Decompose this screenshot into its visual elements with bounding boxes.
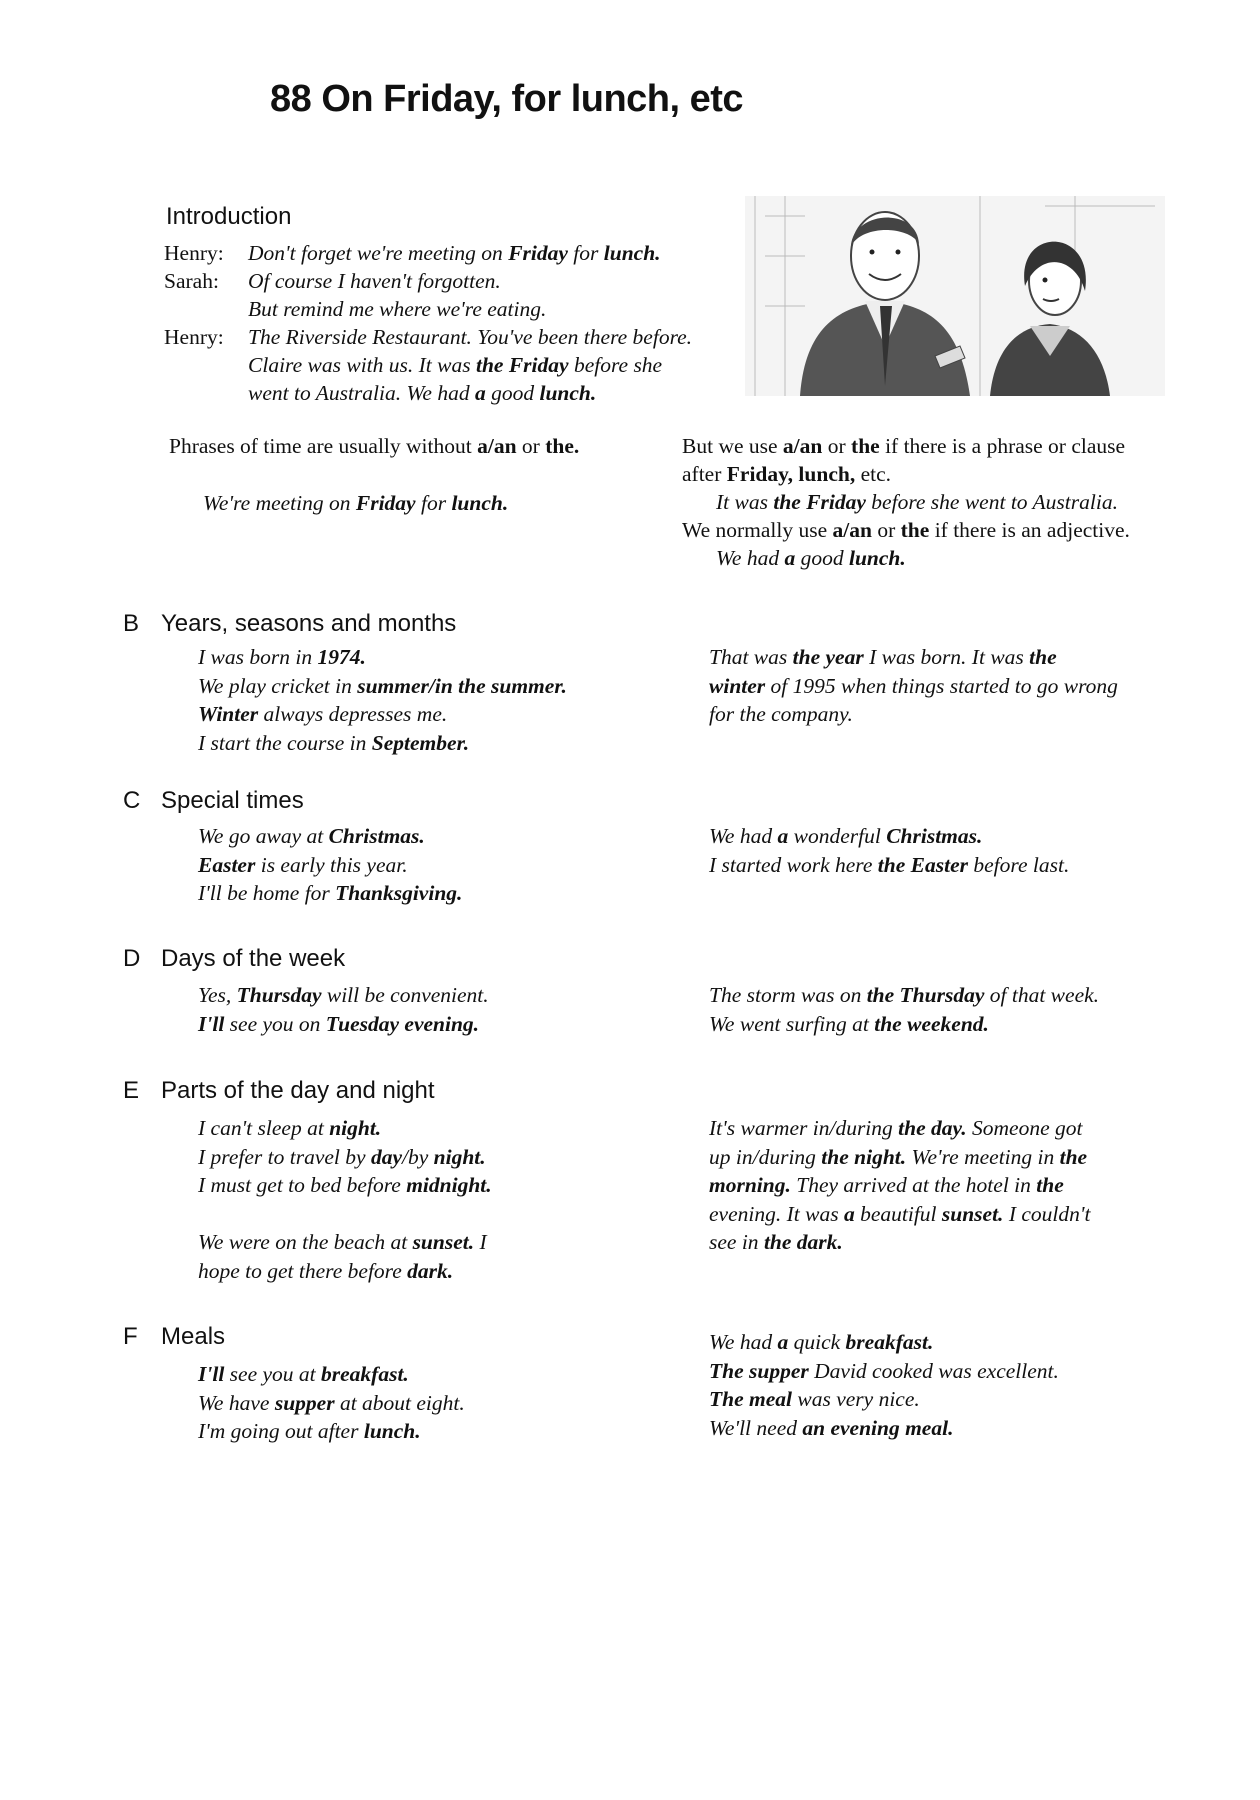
text-run: Phrases of time are usually without — [169, 434, 478, 458]
emphasis-text: winter — [709, 673, 766, 698]
emphasis-text: lunch. — [848, 546, 906, 570]
emphasis-text: the dark. — [763, 1230, 843, 1254]
emphasis-text: the — [900, 518, 930, 542]
text-run: We had — [716, 546, 785, 570]
text-run: or — [822, 434, 852, 458]
intro-rules-right — [682, 432, 1130, 572]
text-run: We play cricket in — [198, 673, 358, 698]
emphasis-text: lunch. — [539, 381, 597, 405]
section-examples-left — [198, 822, 462, 908]
text-run: I must get to bed before — [198, 1173, 407, 1197]
text-run: We go away at — [198, 824, 329, 848]
text-run: I'll be home for — [198, 881, 336, 905]
text-run: We were on the beach at — [198, 1230, 413, 1254]
emphasis-text: the weekend. — [874, 1011, 989, 1036]
example-line — [198, 1228, 492, 1257]
section-examples-left — [198, 1360, 465, 1446]
speaker-name: Sarah: — [164, 269, 219, 293]
text-run: of that week. — [984, 983, 1100, 1007]
section-examples-right — [709, 643, 1118, 729]
dialogue-text — [248, 381, 596, 405]
text-run: for — [567, 241, 604, 265]
emphasis-text: night. — [329, 1116, 382, 1140]
emphasis-text: a — [843, 1201, 855, 1226]
text-run: see in — [709, 1230, 764, 1254]
text-run: But we use — [682, 434, 783, 458]
text-run: hope to get there before — [198, 1258, 408, 1283]
example-line — [709, 1114, 1090, 1143]
emphasis-text: the Friday — [475, 353, 569, 377]
emphasis-text: the Friday — [773, 490, 866, 514]
dialogue-text — [248, 269, 501, 293]
example-line — [198, 1360, 465, 1389]
emphasis-text: a — [777, 1330, 789, 1354]
text-run: wonderful — [788, 824, 887, 848]
example-line — [198, 1114, 492, 1143]
text-run: The Riverside Restaurant. You've been there before. — [248, 325, 693, 349]
section-letter: E — [123, 1077, 140, 1104]
example-line — [709, 1385, 1059, 1414]
emphasis-text: a — [474, 381, 486, 405]
example-line — [709, 700, 1118, 729]
text-run: We went surfing at — [709, 1011, 875, 1036]
dialogue-line — [164, 379, 692, 407]
text-run: of 1995 when things started to go wrong — [765, 673, 1118, 698]
emphasis-text: the year — [792, 645, 864, 669]
example-line — [198, 700, 567, 729]
text-run: is early this year. — [255, 852, 408, 877]
text-run: before last. — [968, 852, 1070, 877]
emphasis-text: midnight. — [406, 1173, 492, 1197]
text-run: They arrived at the hotel in — [790, 1173, 1037, 1197]
emphasis-text: Thursday — [236, 983, 322, 1007]
example-line — [709, 1010, 1099, 1039]
text-run: good — [795, 546, 849, 570]
example-line — [709, 981, 1099, 1010]
rule-line — [682, 516, 1130, 544]
example-line — [198, 851, 462, 880]
text-run: always depresses me. — [258, 702, 448, 726]
emphasis-text: The supper — [709, 1358, 809, 1383]
dialogue-line — [164, 351, 692, 379]
emphasis-text: summer/in the summer. — [357, 673, 567, 698]
example-line — [198, 672, 567, 701]
text-run: beautiful — [854, 1201, 942, 1226]
section-heading: Meals — [161, 1323, 226, 1350]
text-run: before she — [568, 353, 663, 377]
emphasis-text: Christmas. — [886, 824, 983, 848]
emphasis-text: Friday — [508, 241, 568, 265]
example-line — [709, 1200, 1090, 1229]
text-run: We have — [198, 1390, 275, 1415]
emphasis-text: lunch. — [603, 241, 661, 265]
text-run: Don't forget we're meeting on — [248, 241, 509, 265]
dialogue-text — [248, 241, 661, 265]
text-run: I was born in — [198, 645, 318, 669]
text-run: for the company. — [709, 702, 853, 726]
text-run: We had — [709, 824, 778, 848]
text-run: But remind me where we're eating. — [248, 297, 547, 321]
emphasis-text: lunch. — [451, 491, 509, 515]
dialogue-line — [164, 323, 692, 351]
emphasis-text: day — [370, 1144, 402, 1169]
text-run: will be convenient. — [321, 983, 489, 1007]
rule-line — [682, 460, 1130, 488]
example-line — [198, 643, 567, 672]
text-run: see you on — [224, 1011, 326, 1036]
section-examples-right — [709, 1114, 1090, 1257]
emphasis-text: I'll — [198, 1011, 225, 1036]
section-heading: Days of the week — [161, 945, 346, 972]
section-letter: F — [123, 1323, 138, 1350]
section-examples-right — [709, 822, 1069, 879]
text-run: before she went to Australia. — [865, 490, 1118, 514]
section-letter: C — [123, 787, 141, 814]
text-run: It was — [716, 490, 774, 514]
emphasis-text: the Thursday — [866, 983, 985, 1007]
text-run: quick — [788, 1330, 846, 1354]
example-line — [709, 1328, 1059, 1357]
dialogue-text — [248, 297, 546, 321]
text-run: or — [516, 434, 546, 458]
emphasis-text: Thanksgiving. — [335, 881, 463, 905]
emphasis-text: sunset. — [412, 1230, 475, 1254]
section-examples-right — [709, 981, 1099, 1038]
dialogue-line — [164, 239, 692, 267]
text-run: I can't sleep at — [198, 1116, 330, 1140]
section-heading: Years, seasons and months — [161, 610, 457, 637]
page-title: 88 On Friday, for lunch, etc — [270, 78, 744, 120]
example-line — [198, 1200, 492, 1229]
section-examples-left — [198, 981, 489, 1038]
emphasis-text: supper — [274, 1390, 335, 1415]
emphasis-text: a/an — [477, 434, 517, 458]
rule-line — [682, 432, 1130, 460]
example-line — [709, 1171, 1090, 1200]
example-line — [709, 672, 1118, 701]
emphasis-text: the Easter — [877, 852, 968, 877]
section-letter: D — [123, 945, 141, 972]
dialogue-line — [164, 295, 692, 323]
emphasis-text: the night. — [821, 1144, 907, 1169]
example-line — [198, 822, 462, 851]
example-line — [709, 1414, 1059, 1443]
emphasis-text: I'll — [198, 1362, 225, 1386]
text-run: Yes, — [198, 983, 237, 1007]
text-run: good — [485, 381, 540, 405]
text-run: I start the course in — [198, 730, 372, 755]
text-run: Someone got — [966, 1116, 1083, 1140]
emphasis-text: a — [784, 546, 796, 570]
text-run: if there is a phrase or clause — [879, 434, 1126, 458]
emphasis-text: the — [1036, 1173, 1064, 1197]
example-line — [198, 981, 489, 1010]
intro-example-left — [203, 489, 508, 517]
text-run: Of course I haven't forgotten. — [248, 269, 501, 293]
rule-line — [682, 488, 1130, 516]
intro-heading: Introduction — [166, 203, 292, 230]
text-run: evening. — [709, 1201, 782, 1226]
text-run: after — [682, 462, 727, 486]
text-run: went to Australia. We had — [248, 381, 475, 405]
text-run: I couldn't — [1003, 1201, 1091, 1226]
speaker-name: Henry: — [164, 325, 224, 349]
emphasis-text: breakfast. — [845, 1330, 934, 1354]
example-line — [198, 1257, 492, 1286]
example-line — [709, 1357, 1059, 1386]
emphasis-text: The meal — [709, 1387, 792, 1411]
example-line — [198, 1171, 492, 1200]
example-line — [198, 1143, 492, 1172]
example-line — [709, 643, 1118, 672]
example-line — [198, 729, 567, 758]
text-run: I'm going out after — [198, 1419, 364, 1443]
emphasis-text: Tuesday evening. — [325, 1011, 480, 1036]
text-run: I was born. It was — [863, 645, 1030, 669]
intro-dialogue — [164, 239, 692, 407]
emphasis-text: the — [1029, 645, 1057, 669]
emphasis-text: an evening meal. — [802, 1415, 954, 1440]
emphasis-text: a/an — [832, 518, 872, 542]
text-run: That was — [709, 645, 793, 669]
text-run: We normally use — [682, 518, 833, 542]
emphasis-text: a/an — [782, 434, 823, 458]
emphasis-text: dark. — [407, 1258, 454, 1283]
emphasis-text: sunset. — [941, 1201, 1004, 1226]
text-run: It was — [781, 1201, 844, 1226]
emphasis-text: the — [851, 434, 880, 458]
text-run: up in/during — [709, 1144, 822, 1169]
section-letter: B — [123, 610, 140, 637]
emphasis-text: lunch. — [363, 1419, 421, 1443]
text-run: see you at — [224, 1362, 322, 1386]
text-run: or — [871, 518, 901, 542]
text-run: It's warmer in/during — [709, 1116, 899, 1140]
intro-rule-left — [169, 432, 579, 460]
example-line — [709, 1228, 1090, 1257]
text-run: at about eight. — [334, 1390, 465, 1415]
text-run: I — [474, 1230, 487, 1254]
text-run: The storm was on — [709, 983, 867, 1007]
text-run: David cooked was excellent. — [808, 1358, 1059, 1383]
emphasis-text: the — [1059, 1144, 1088, 1169]
emphasis-text: Winter — [198, 702, 259, 726]
emphasis-text: the. — [545, 434, 580, 458]
text-run: We had — [709, 1330, 778, 1354]
example-line — [709, 1143, 1090, 1172]
example-line — [198, 1010, 489, 1039]
dialogue-text — [248, 353, 662, 377]
text-run: I started work here — [709, 852, 878, 877]
section-heading: Parts of the day and night — [161, 1077, 435, 1104]
text-run: was very nice. — [792, 1387, 920, 1411]
emphasis-text: the day. — [898, 1116, 967, 1140]
emphasis-text: Christmas. — [328, 824, 425, 848]
emphasis-text: September. — [371, 730, 470, 755]
emphasis-text: breakfast. — [321, 1362, 409, 1386]
section-examples-left — [198, 643, 567, 757]
example-line — [709, 851, 1069, 880]
emphasis-text: Easter — [198, 852, 256, 877]
example-line — [198, 879, 462, 908]
section-heading: Special times — [161, 787, 304, 814]
emphasis-text: morning. — [709, 1173, 791, 1197]
dialogue-text — [248, 325, 692, 349]
text-run: We're meeting on — [203, 491, 356, 515]
dialogue-line — [164, 267, 692, 295]
example-line — [198, 1389, 465, 1418]
emphasis-text: Friday — [355, 491, 416, 515]
emphasis-text: night. — [433, 1144, 486, 1169]
emphasis-text: 1974. — [317, 645, 366, 669]
text-run: We're meeting in — [906, 1144, 1060, 1169]
text-run: /by — [402, 1144, 434, 1169]
text-run: if there is an adjective. — [929, 518, 1130, 542]
section-examples-right — [709, 1328, 1059, 1442]
section-examples-left — [198, 1114, 492, 1285]
text-run: Claire was with us. It was — [248, 353, 476, 377]
text-run: We'll need — [709, 1415, 803, 1440]
text-run: etc. — [855, 462, 892, 486]
text-run: for — [415, 491, 452, 515]
text-run: I prefer to travel by — [198, 1144, 371, 1169]
emphasis-text: a — [777, 824, 789, 848]
emphasis-text: Friday, lunch, — [726, 462, 856, 486]
man-and-woman-talking-illustration — [745, 196, 1165, 396]
example-line — [198, 1417, 465, 1446]
rule-line — [682, 544, 1130, 572]
example-line — [709, 822, 1069, 851]
speaker-name: Henry: — [164, 241, 224, 265]
